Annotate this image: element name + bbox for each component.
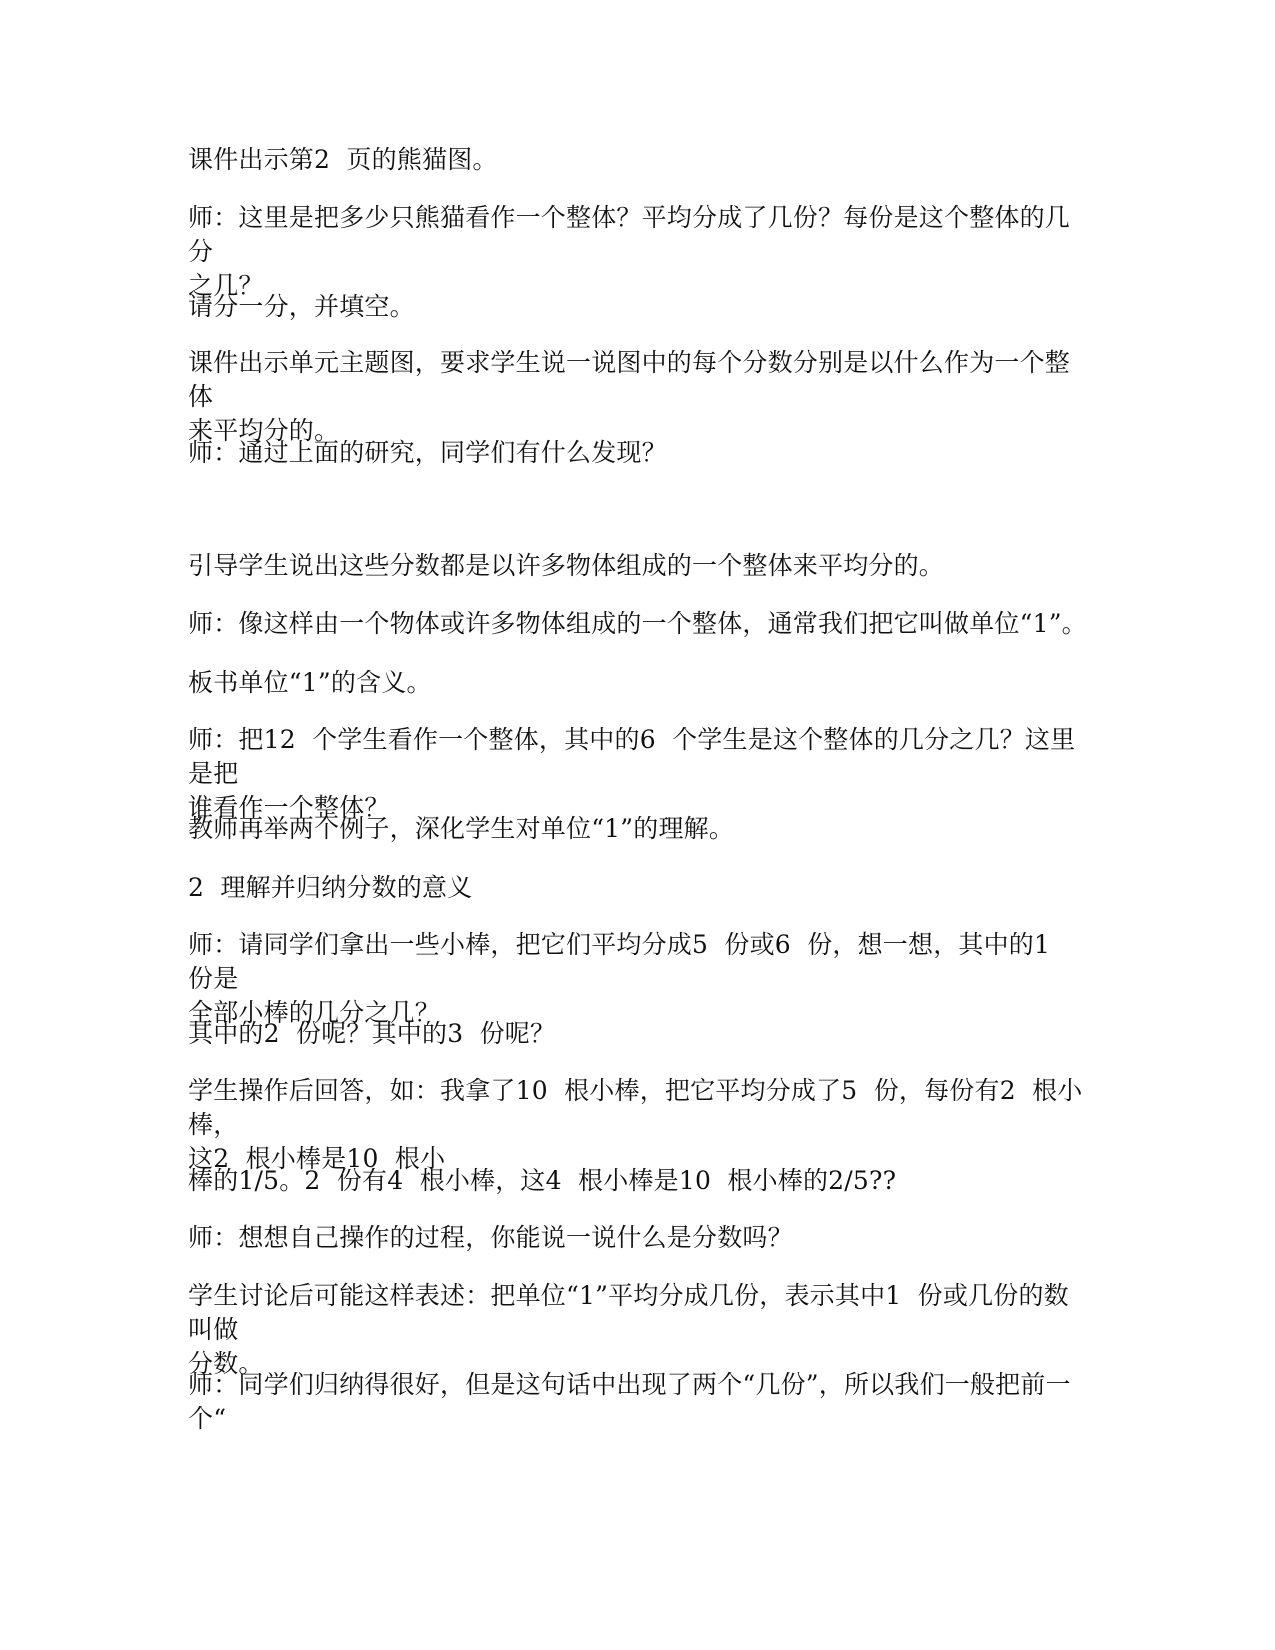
paragraph-guide-students: 引导学生说出这些分数都是以许多物体组成的一个整体来平均分的。 [188,551,945,580]
paragraph-answer-continued: 棒的1/5。2 份有4 根小棒，这4 根小棒是10 根小棒的2/5?? [188,1166,897,1195]
paragraph-teacher-question-pandas: 师：这里是把多少只熊猫看作一个整体？平均分成了几份？每份是这个整体的几分 之几？ [188,203,1071,300]
paragraph-unit-one-definition: 师：像这样由一个物体或许多物体组成的一个整体，通常我们把它叫做单位“1”。 [188,609,1087,638]
paragraph-unit-theme-image: 课件出示单元主题图，要求学生说一说图中的每个分数分别是以什么作为一个整体 来平均分的。 [188,348,1071,445]
paragraph-teacher-discovery: 师：通过上面的研究，同学们有什么发现？ [188,438,667,467]
paragraph-teacher-summary: 师：同学们归纳得很好，但是这句话中出现了两个“几份”，所以我们一般把前一个“ [188,1370,1071,1433]
paragraph-two-examples: 教师再举两个例子，深化学生对单位“1”的理解。 [188,814,735,843]
paragraph-fill-blank: 请分一分，并填空。 [188,292,415,321]
paragraph-sticks-task: 师：请同学们拿出一些小棒，把它们平均分成5 份或6 份，想一想，其中的1 份是 全部小棒的几分之几？ [188,930,1051,1027]
paragraph-blackboard-note: 板书单位“1”的含义。 [188,668,432,697]
paragraph-twelve-students: 师：把12 个学生看作一个整体，其中的6 个学生是这个整体的几分之几？这里是把 谁看作一个整体？ [188,725,1076,822]
paragraph-student-definition: 学生讨论后可能这样表述：把单位“1”平均分成几份，表示其中1 份或几份的数叫做 分数。 [188,1281,1069,1378]
paragraph-follow-up-questions: 其中的2 份呢？其中的3 份呢？ [188,1019,556,1048]
paragraph-student-answer: 学生操作后回答，如：我拿了10 根小棒，把它平均分成了5 份，每份有2 根小棒， 这2 根小棒是10 根小 [188,1076,1083,1173]
paragraph-what-is-fraction: 师：想想自己操作的过程，你能说一说什么是分数吗？ [188,1223,793,1252]
section-heading-fraction-meaning: 2 理解并归纳分数的意义 [188,873,473,902]
paragraph-courseware-panda: 课件出示第2 页的熊猫图。 [188,145,498,174]
